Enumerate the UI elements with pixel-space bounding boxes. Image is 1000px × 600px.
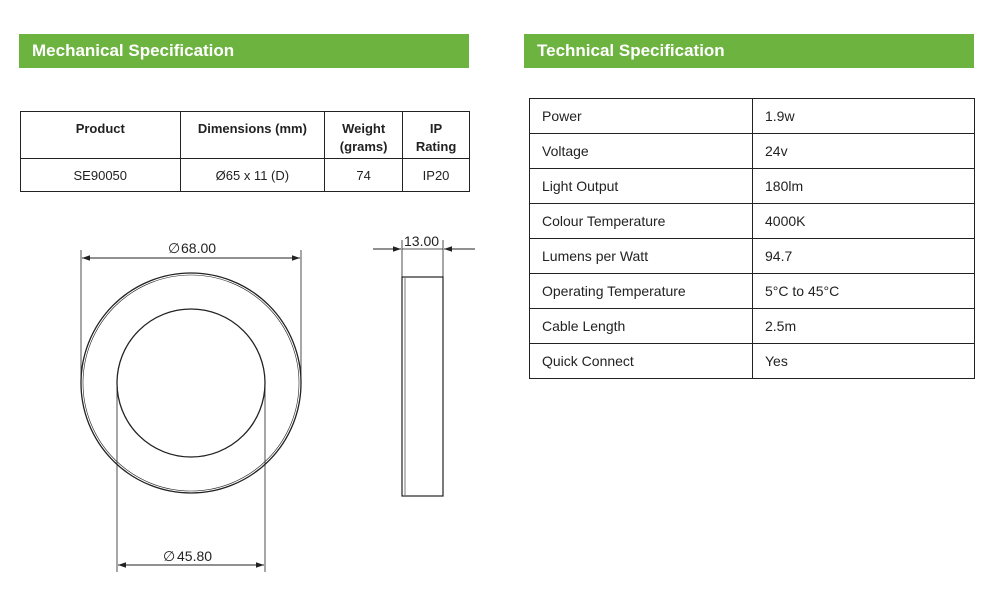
mechanical-specification-table [20,111,470,192]
side-profile [402,277,443,496]
table-row [530,309,975,344]
spec-key: Cable Length [530,309,753,344]
cell-product: SE90050 [21,159,181,192]
outer-diameter-symbol: ∅ [168,240,181,256]
table-row [530,239,975,274]
table-header-row [21,112,470,159]
cell-dimensions: Ø65 x 11 (D) [180,159,325,192]
spec-value: 5°C to 45°C [753,274,975,309]
table-row [530,274,975,309]
mechanical-specification-banner [19,34,469,68]
spec-key: Voltage [530,134,753,169]
technical-specification-banner [524,34,974,68]
spec-key: Lumens per Watt [530,239,753,274]
spec-value: 94.7 [753,239,975,274]
spec-key: Power [530,99,753,134]
header-weight: Weight (grams) [325,112,403,159]
front-view [81,240,301,572]
table-row [530,344,975,379]
spec-value: Yes [753,344,975,379]
side-view [373,233,475,496]
spec-key: Operating Temperature [530,274,753,309]
header-ip-rating: IP Rating [403,112,470,159]
cell-ip-rating: IP20 [403,159,470,192]
mechanical-specification-title: Mechanical Specification [32,41,235,60]
inner-diameter-label: 45.80 [177,548,213,564]
technical-specification-table [529,98,975,379]
spec-value: 180lm [753,169,975,204]
table-row [530,134,975,169]
technical-drawing [0,200,520,600]
spec-key: Light Output [530,169,753,204]
table-row [530,99,975,134]
depth-label: 13.00 [404,233,440,249]
table-row [530,169,975,204]
technical-specification-title: Technical Specification [537,41,725,60]
outer-diameter-label: 68.00 [181,240,217,256]
table-row [530,204,975,239]
cell-weight: 74 [325,159,403,192]
header-dimensions: Dimensions (mm) [180,112,325,159]
spec-key: Quick Connect [530,344,753,379]
spec-value: 24v [753,134,975,169]
spec-value: 1.9w [753,99,975,134]
inner-ring-outline [117,309,265,457]
spec-value: 4000K [753,204,975,239]
spec-key: Colour Temperature [530,204,753,239]
outer-ring-outline [81,273,301,493]
table-row [21,159,470,192]
outer-ring-inner-edge [83,275,299,491]
inner-diameter-symbol: ∅ [163,548,176,564]
spec-value: 2.5m [753,309,975,344]
header-product: Product [21,112,181,159]
